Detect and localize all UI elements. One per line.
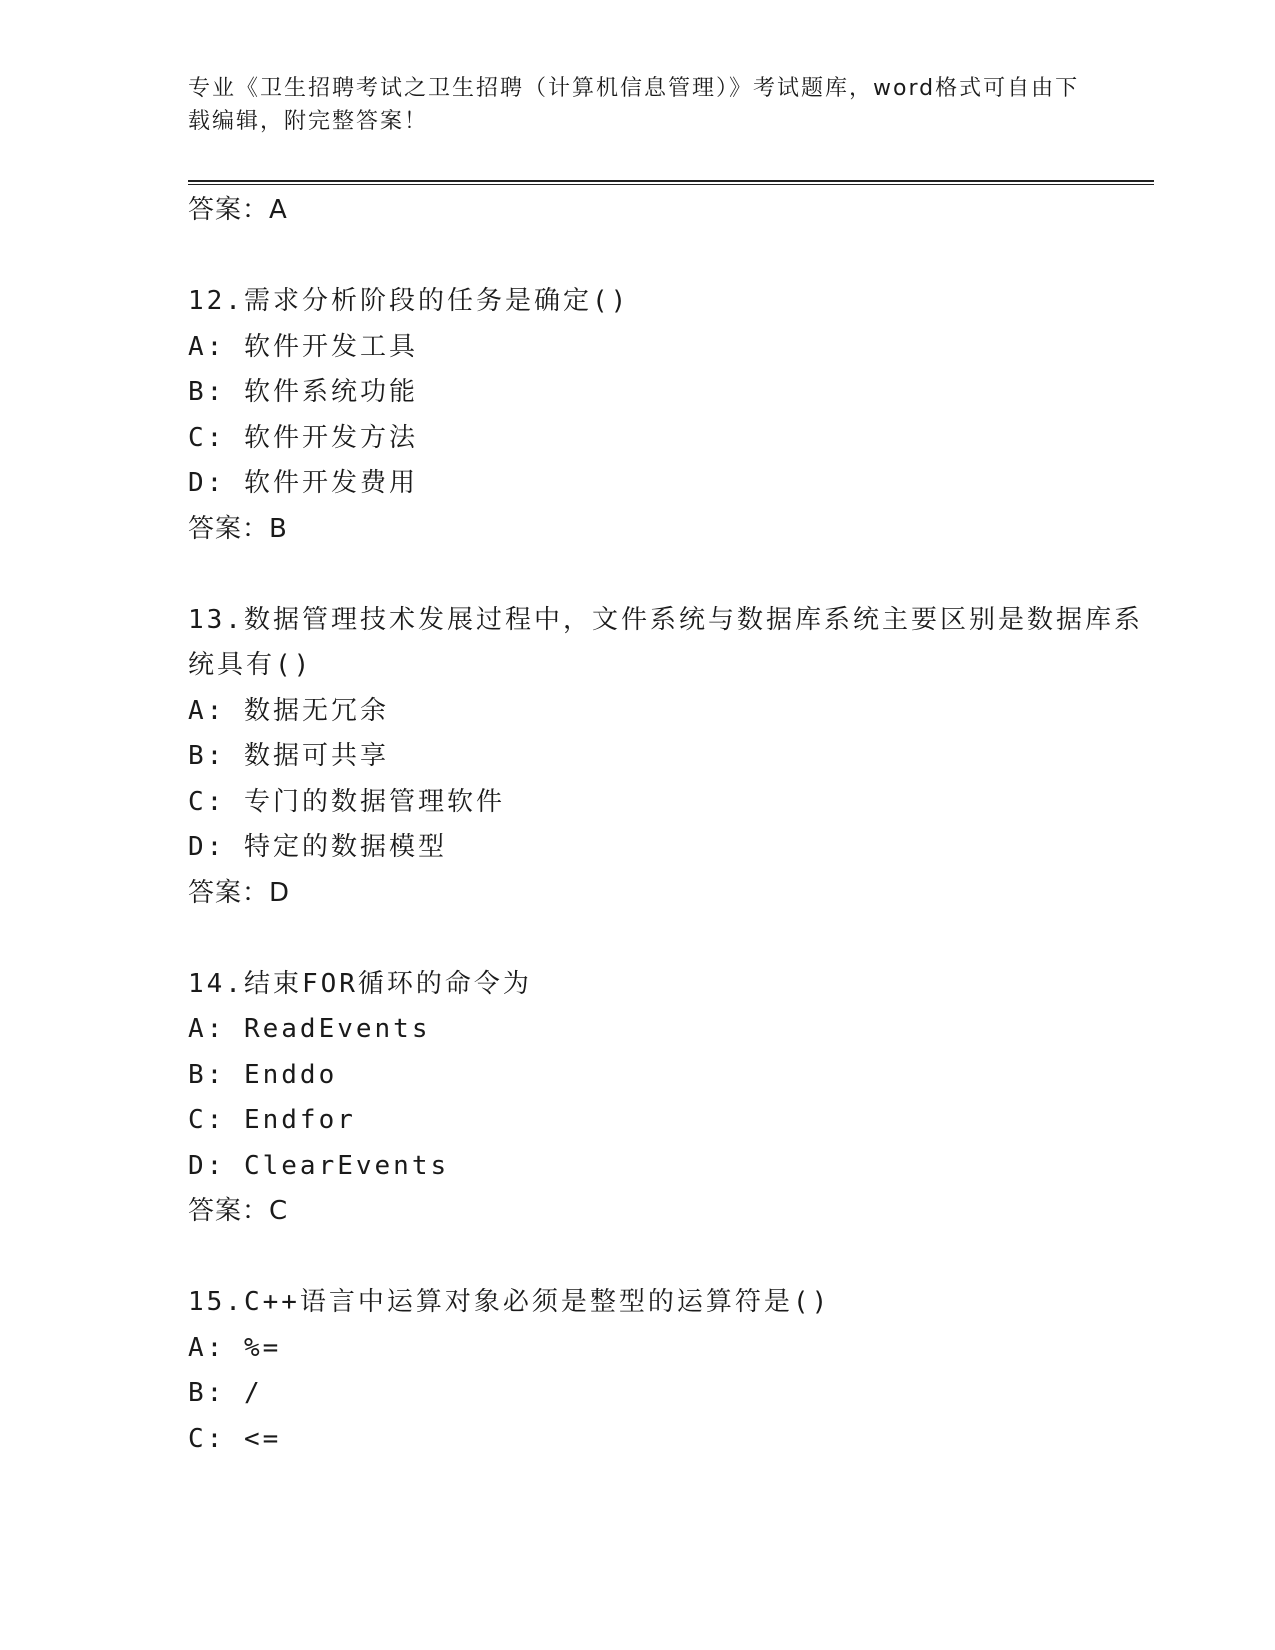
option-c: C: <= [188,1423,282,1454]
option-d: D: 特定的数据模型 [188,832,447,862]
option-b: B: / [188,1378,263,1408]
question-block [188,1280,1148,1462]
header-divider-thin [188,184,1154,185]
question-list [188,188,1148,1462]
option-a: A: %= [188,1332,282,1363]
answer-line: 答案：B [188,513,288,544]
option-c: C: Endfor [188,1105,356,1135]
header-divider [188,180,1154,182]
option-a: A: ReadEvents [188,1014,431,1044]
answer-line: 答案：C [188,1196,289,1226]
document-header [188,72,1088,138]
question-block [188,962,1148,1235]
option-c: C: 专门的数据管理软件 [188,786,505,817]
option-b: B: Enddo [188,1059,338,1090]
option-b: B: 软件系统功能 [188,377,418,407]
option-d: D: ClearEvents [188,1150,450,1181]
answer-line: 答案：D [188,877,291,908]
option-d: D: 软件开发费用 [188,468,418,498]
answer-line: 答案：A [188,195,288,225]
header-text: 专业《卫生招聘考试之卫生招聘（计算机信息管理）》考试题库，word格式可自由下载编辑，附完整答案！ [188,76,1080,134]
question-block [188,598,1148,917]
question-text: 14.结束FOR循环的命令为 [188,968,532,999]
question-block [188,279,1148,552]
option-a: A: 数据无冗余 [188,695,389,726]
option-b: B: 数据可共享 [188,741,389,771]
question-text: 13.数据管理技术发展过程中，文件系统与数据库系统主要区别是数据库系统具有() [188,604,1143,680]
question-text: 12.需求分析阶段的任务是确定() [188,286,630,316]
option-c: C: 软件开发方法 [188,422,418,453]
question-text: 15.C++语言中运算对象必须是整型的运算符是() [188,1287,831,1317]
option-a: A: 软件开发工具 [188,331,418,362]
